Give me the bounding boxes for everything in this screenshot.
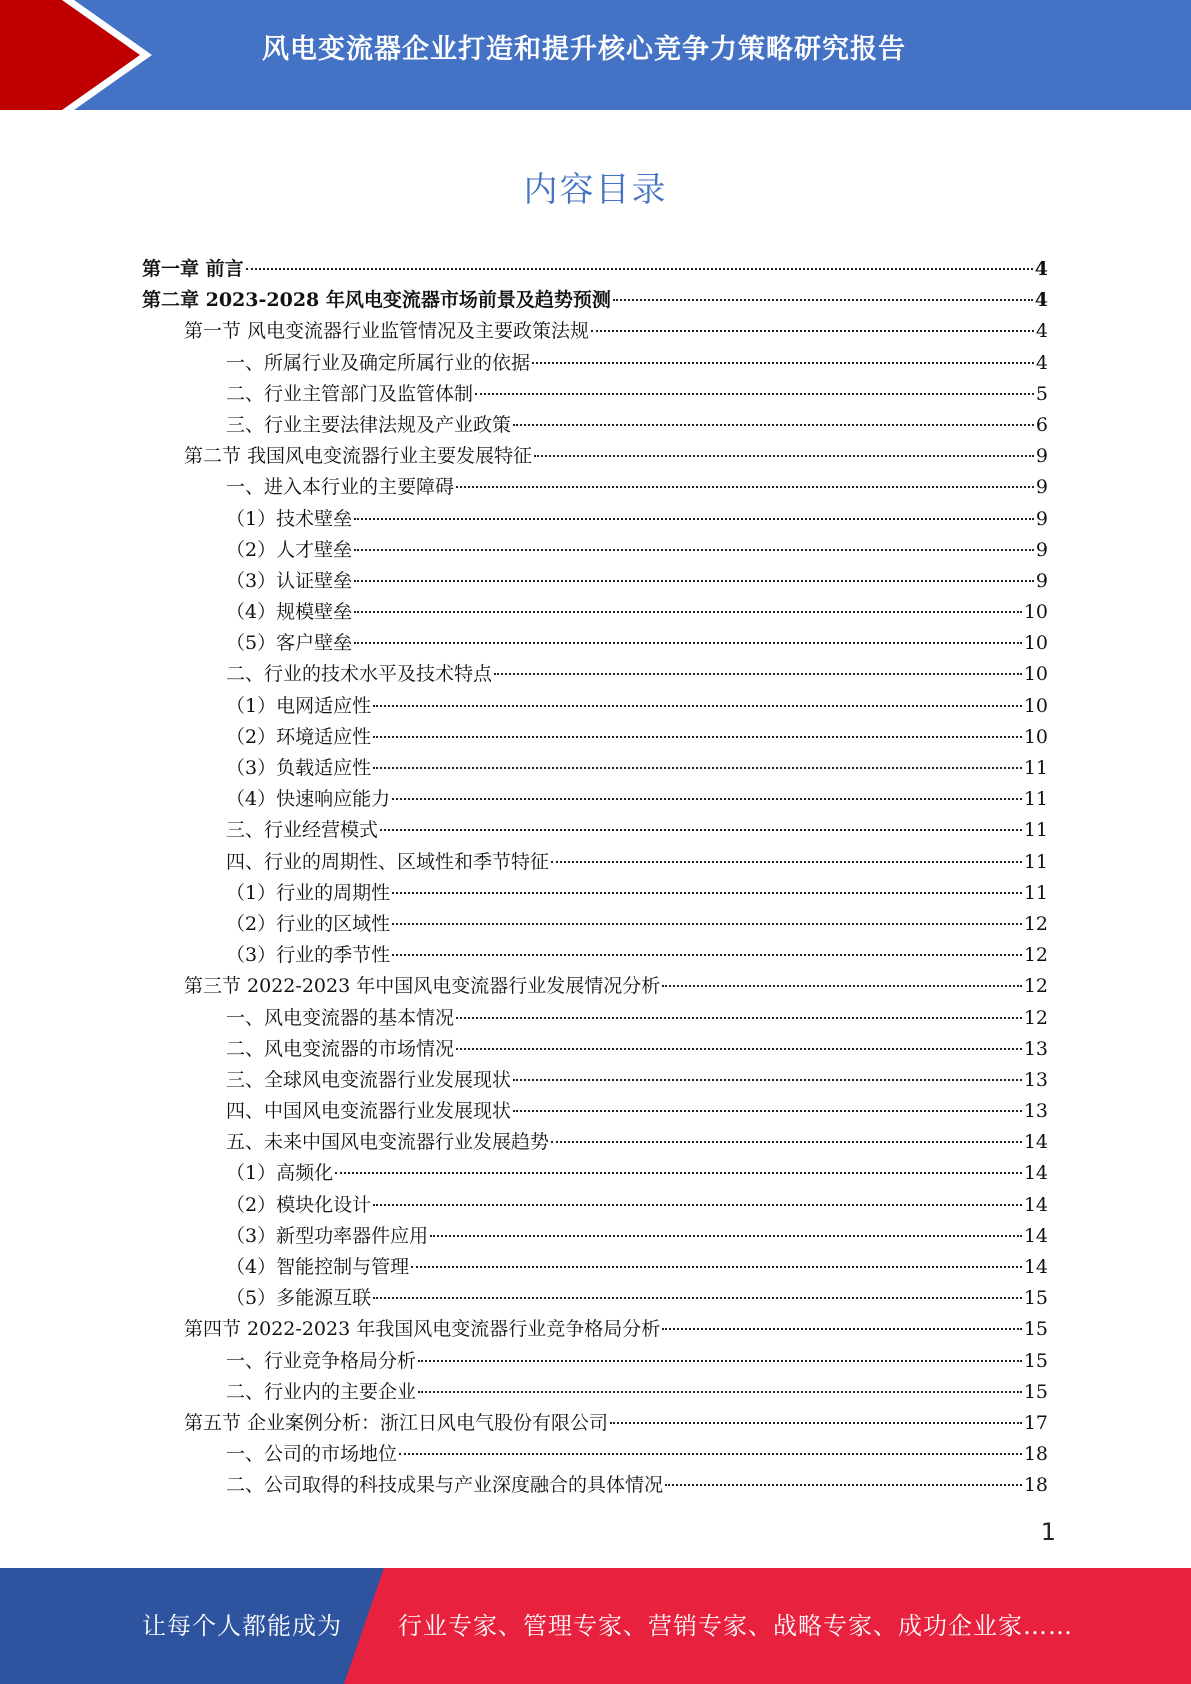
toc-entry[interactable] — [142, 784, 1048, 815]
toc-dot-leader — [373, 705, 1022, 707]
toc-entry-title: 二、行业的技术水平及技术特点 — [226, 663, 493, 686]
toc-entry[interactable] — [142, 1252, 1048, 1283]
toc-entry-title: 三、行业主要法律法规及产业政策 — [226, 413, 512, 436]
toc-entry[interactable] — [142, 1034, 1048, 1065]
toc-entry-page: 12 — [1023, 912, 1048, 935]
toc-entry[interactable] — [142, 628, 1048, 659]
toc-entry-title: （4）智能控制与管理 — [226, 1256, 410, 1278]
toc-entry[interactable] — [142, 753, 1048, 784]
toc-entry-page: 11 — [1023, 788, 1048, 811]
table-of-contents — [142, 254, 1048, 1502]
toc-entry-page: 13 — [1023, 1100, 1048, 1123]
toc-entry-title: 二、风电变流器的市场情况 — [226, 1037, 455, 1060]
toc-entry[interactable] — [142, 379, 1048, 410]
toc-entry-page: 14 — [1023, 1193, 1048, 1216]
toc-dot-leader — [610, 1422, 1022, 1424]
toc-dot-leader — [513, 424, 1034, 426]
toc-entry[interactable] — [142, 1470, 1048, 1501]
toc-dot-leader — [456, 486, 1034, 488]
toc-dot-leader — [354, 611, 1022, 613]
toc-entry[interactable] — [142, 597, 1048, 628]
toc-entry-page: 10 — [1023, 725, 1048, 748]
footer-slogan-right: 行业专家、管理专家、营销专家、战略专家、成功企业家…… — [398, 1612, 1073, 1640]
toc-entry-title: 一、风电变流器的基本情况 — [226, 1006, 455, 1029]
toc-entry-page: 9 — [1035, 445, 1048, 468]
toc-entry-page: 5 — [1035, 382, 1048, 405]
toc-entry-page: 15 — [1023, 1349, 1048, 1372]
toc-entry-title: 四、中国风电变流器行业发展现状 — [226, 1100, 512, 1123]
toc-dot-leader — [392, 798, 1022, 800]
toc-entry-title: 三、行业经营模式 — [226, 819, 379, 842]
toc-entry-page: 10 — [1023, 601, 1048, 624]
toc-dot-leader — [373, 767, 1022, 769]
toc-entry[interactable] — [142, 254, 1048, 285]
toc-entry-title: （2）模块化设计 — [226, 1193, 372, 1216]
toc-dot-leader — [532, 362, 1034, 364]
toc-dot-leader — [456, 1017, 1022, 1019]
footer-slogan-left: 让每个人都能成为 — [142, 1612, 342, 1640]
toc-entry[interactable] — [142, 316, 1048, 347]
toc-entry-page: 11 — [1023, 850, 1048, 873]
toc-entry-title: 第一节 风电变流器行业监管情况及主要政策法规 — [184, 320, 590, 343]
toc-entry-page: 17 — [1023, 1411, 1048, 1434]
toc-entry-page: 15 — [1023, 1380, 1048, 1403]
toc-entry-title: 第四节 2022-2023 年我国风电变流器行业竞争格局分析 — [184, 1318, 661, 1341]
toc-dot-leader — [613, 299, 1033, 301]
toc-dot-leader — [494, 673, 1022, 675]
toc-entry-title: 第三节 2022-2023 年中国风电变流器行业发展情况分析 — [184, 975, 661, 998]
toc-entry[interactable] — [142, 472, 1048, 503]
page-footer — [0, 1568, 1191, 1684]
toc-dot-leader — [354, 518, 1034, 520]
toc-dot-leader — [418, 1360, 1022, 1362]
toc-entry-title: （3）行业的季节性 — [226, 944, 391, 967]
toc-entry[interactable] — [142, 1346, 1048, 1377]
toc-dot-leader — [392, 954, 1022, 956]
toc-entry-title: （1）技术壁垒 — [226, 507, 353, 530]
toc-entry-page: 4 — [1035, 351, 1048, 374]
toc-dot-leader — [354, 549, 1034, 551]
toc-entry-page: 14 — [1023, 1162, 1048, 1185]
toc-entry[interactable] — [142, 971, 1048, 1002]
toc-dot-leader — [534, 455, 1034, 457]
toc-entry-title: 三、全球风电变流器行业发展现状 — [226, 1068, 512, 1091]
toc-dot-leader — [551, 1141, 1022, 1143]
toc-entry-page: 13 — [1023, 1037, 1048, 1060]
toc-entry[interactable] — [142, 441, 1048, 472]
toc-entry-title: （1）高频化 — [226, 1162, 334, 1185]
toc-entry-title: （3）新型功率器件应用 — [226, 1224, 429, 1247]
toc-entry-page: 12 — [1023, 975, 1048, 998]
toc-entry-title: （5）客户壁垒 — [226, 632, 353, 655]
report-title: 风电变流器企业打造和提升核心竞争力策略研究报告 — [262, 34, 906, 65]
toc-entry-page: 14 — [1023, 1256, 1048, 1278]
toc-entry-page: 10 — [1023, 632, 1048, 655]
page-number: 1 — [1040, 1518, 1056, 1546]
toc-entry-page: 12 — [1023, 944, 1048, 967]
toc-entry-title: 一、行业竞争格局分析 — [226, 1349, 417, 1372]
toc-entry[interactable] — [142, 878, 1048, 909]
toc-entry[interactable] — [142, 815, 1048, 846]
toc-entry[interactable] — [142, 566, 1048, 597]
toc-entry-title: 第五节 企业案例分析：浙江日风电气股份有限公司 — [184, 1411, 609, 1434]
toc-entry-title: 一、进入本行业的主要障碍 — [226, 476, 455, 499]
toc-entry-page: 18 — [1023, 1443, 1048, 1466]
toc-entry-page: 18 — [1023, 1474, 1048, 1497]
toc-heading: 内容目录 — [523, 170, 668, 210]
toc-entry-page: 9 — [1035, 569, 1048, 592]
toc-entry-page: 9 — [1035, 507, 1048, 530]
toc-dot-leader — [551, 861, 1022, 863]
toc-entry[interactable] — [142, 410, 1048, 441]
toc-entry[interactable] — [142, 1439, 1048, 1470]
toc-entry-page: 12 — [1023, 1006, 1048, 1029]
toc-entry[interactable] — [142, 722, 1048, 753]
toc-entry[interactable] — [142, 348, 1048, 379]
toc-entry-title: （2）行业的区域性 — [226, 912, 391, 935]
toc-dot-leader — [373, 736, 1022, 738]
toc-entry[interactable] — [142, 1158, 1048, 1189]
toc-entry-title: （2）人才壁垒 — [226, 538, 353, 561]
toc-entry-title: （2）环境适应性 — [226, 725, 372, 748]
toc-entry-title: 一、公司的市场地位 — [226, 1443, 398, 1466]
toc-entry-page: 4 — [1034, 289, 1048, 312]
toc-entry-title: 第一章 前言 — [142, 258, 244, 280]
toc-entry-title: 二、行业主管部门及监管体制 — [226, 382, 474, 405]
toc-dot-leader — [513, 1110, 1022, 1112]
toc-entry[interactable] — [142, 940, 1048, 971]
toc-entry-title: （3）认证壁垒 — [226, 569, 353, 592]
toc-dot-leader — [373, 1297, 1022, 1299]
toc-dot-leader — [392, 923, 1022, 925]
toc-entry[interactable] — [142, 535, 1048, 566]
toc-entry-page: 10 — [1023, 663, 1048, 686]
toc-entry-title: 一、所属行业及确定所属行业的依据 — [226, 351, 531, 374]
toc-dot-leader — [662, 1328, 1022, 1330]
toc-entry[interactable] — [142, 691, 1048, 722]
toc-dot-leader — [430, 1235, 1022, 1237]
toc-entry[interactable] — [142, 847, 1048, 878]
toc-entry[interactable] — [142, 1408, 1048, 1439]
toc-entry[interactable] — [142, 285, 1048, 316]
toc-entry-title: （4）规模壁垒 — [226, 601, 353, 624]
toc-dot-leader — [475, 393, 1034, 395]
toc-dot-leader — [380, 829, 1022, 831]
toc-entry-title: 五、未来中国风电变流器行业发展趋势 — [226, 1131, 550, 1154]
toc-entry-page: 4 — [1034, 258, 1048, 280]
toc-dot-leader — [335, 1172, 1022, 1174]
toc-entry-page: 11 — [1023, 881, 1048, 904]
toc-entry-title: 第二节 我国风电变流器行业主要发展特征 — [184, 445, 533, 468]
toc-entry[interactable] — [142, 1221, 1048, 1252]
toc-entry[interactable] — [142, 1127, 1048, 1158]
toc-entry-page: 13 — [1023, 1068, 1048, 1091]
toc-entry-page: 11 — [1023, 757, 1048, 779]
toc-dot-leader — [399, 1453, 1022, 1455]
toc-dot-leader — [373, 1204, 1022, 1206]
toc-dot-leader — [513, 1079, 1022, 1081]
toc-entry[interactable] — [142, 1096, 1048, 1127]
toc-dot-leader — [665, 1484, 1022, 1486]
toc-dot-leader — [246, 268, 1033, 270]
toc-entry-page: 14 — [1023, 1131, 1048, 1154]
toc-entry-title: （3）负载适应性 — [226, 757, 372, 779]
toc-dot-leader — [456, 1048, 1022, 1050]
toc-entry-title: （5）多能源互联 — [226, 1287, 372, 1310]
toc-entry[interactable] — [142, 1283, 1048, 1314]
toc-entry-title: （4）快速响应能力 — [226, 788, 391, 811]
toc-entry-page: 9 — [1035, 538, 1048, 561]
toc-entry-title: 四、行业的周期性、区域性和季节特征 — [226, 850, 550, 873]
toc-entry[interactable] — [142, 504, 1048, 535]
toc-entry[interactable] — [142, 909, 1048, 940]
toc-entry[interactable] — [142, 659, 1048, 690]
toc-dot-leader — [662, 985, 1022, 987]
toc-entry-page: 4 — [1035, 320, 1048, 343]
toc-entry-title: （1）行业的周期性 — [226, 881, 391, 904]
toc-entry-page: 6 — [1035, 413, 1048, 436]
toc-dot-leader — [354, 642, 1022, 644]
toc-entry[interactable] — [142, 1314, 1048, 1345]
toc-dot-leader — [354, 580, 1034, 582]
toc-entry-title: 第二章 2023-2028 年风电变流器市场前景及趋势预测 — [142, 289, 611, 312]
toc-entry-page: 14 — [1023, 1224, 1048, 1247]
toc-entry[interactable] — [142, 1065, 1048, 1096]
toc-entry-page: 15 — [1023, 1287, 1048, 1310]
toc-entry-page: 10 — [1023, 694, 1048, 717]
toc-entry[interactable] — [142, 1003, 1048, 1034]
toc-dot-leader — [411, 1266, 1022, 1268]
toc-entry-page: 11 — [1023, 819, 1048, 842]
toc-dot-leader — [392, 892, 1022, 894]
toc-entry[interactable] — [142, 1377, 1048, 1408]
toc-entry-title: （1）电网适应性 — [226, 694, 372, 717]
page-header — [0, 0, 1191, 110]
toc-entry-title: 二、行业内的主要企业 — [226, 1380, 417, 1403]
toc-entry-title: 二、公司取得的科技成果与产业深度融合的具体情况 — [226, 1474, 664, 1497]
toc-dot-leader — [591, 330, 1034, 332]
toc-entry[interactable] — [142, 1190, 1048, 1221]
toc-entry-page: 9 — [1035, 476, 1048, 499]
toc-dot-leader — [418, 1391, 1022, 1393]
toc-entry-page: 15 — [1023, 1318, 1048, 1341]
